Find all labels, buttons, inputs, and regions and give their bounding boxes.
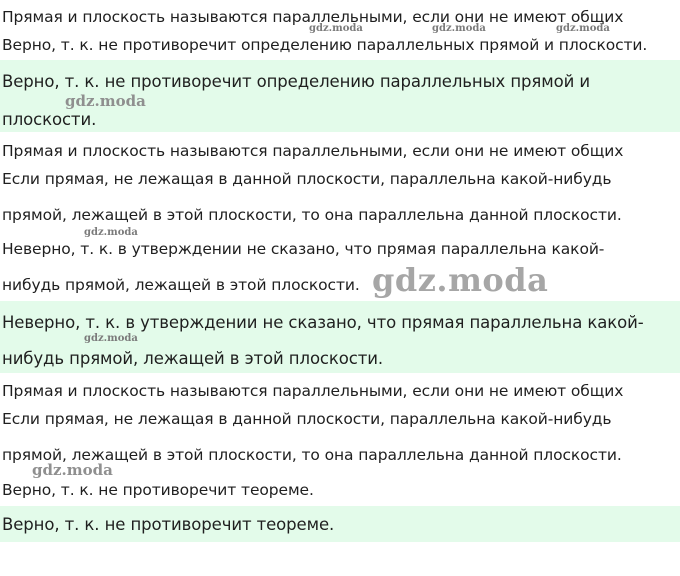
watermark-text: gdz.moda [372, 261, 549, 299]
answer-line: Неверно, т. к. в утверждении не сказано, что прямая параллельна какой- [2, 313, 644, 332]
text-line: Прямая и плоскость называются параллельными, если они не имеют общих [2, 142, 624, 160]
watermark-text: gdz.moda [84, 333, 138, 344]
text-line: Прямая и плоскость называются параллельными, если они не имеют общих [2, 382, 624, 400]
watermark-text: gdz.moda [556, 23, 610, 34]
text-line: прямой, лежащей в этой плоскости, то она параллельна данной плоскости. [2, 206, 622, 224]
text-line: нибудь прямой, лежащей в этой плоскости. [2, 276, 360, 294]
answer-highlight [0, 506, 680, 542]
answer-line: плоскости. [2, 110, 97, 129]
answer-line: Верно, т. к. не противоречит определению параллельных прямой и [2, 72, 590, 91]
text-line: Верно, т. к. не противоречит теореме. [2, 481, 314, 499]
watermark-text: gdz.moda [309, 23, 363, 34]
text-line: Неверно, т. к. в утверждении не сказано, что прямая параллельна какой- [2, 240, 605, 258]
watermark-text: gdz.moda [432, 23, 486, 34]
text-line: Если прямая, не лежащая в данной плоскости, параллельна какой-нибудь [2, 170, 612, 188]
answer-line: нибудь прямой, лежащей в этой плоскости. [2, 349, 384, 368]
text-line: Прямая и плоскость называются параллельными, если они не имеют общих [2, 8, 624, 26]
answer-line: Верно, т. к. не противоречит теореме. [2, 515, 335, 534]
text-line: Верно, т. к. не противоречит определению параллельных прямой и плоскости. [2, 36, 648, 54]
watermark-text: gdz.moda [84, 227, 138, 238]
text-line: прямой, лежащей в этой плоскости, то она параллельна данной плоскости. [2, 446, 622, 464]
watermark-text: gdz.moda [32, 461, 113, 479]
watermark-text: gdz.moda [65, 92, 146, 110]
text-line: Если прямая, не лежащая в данной плоскости, параллельна какой-нибудь [2, 410, 612, 428]
